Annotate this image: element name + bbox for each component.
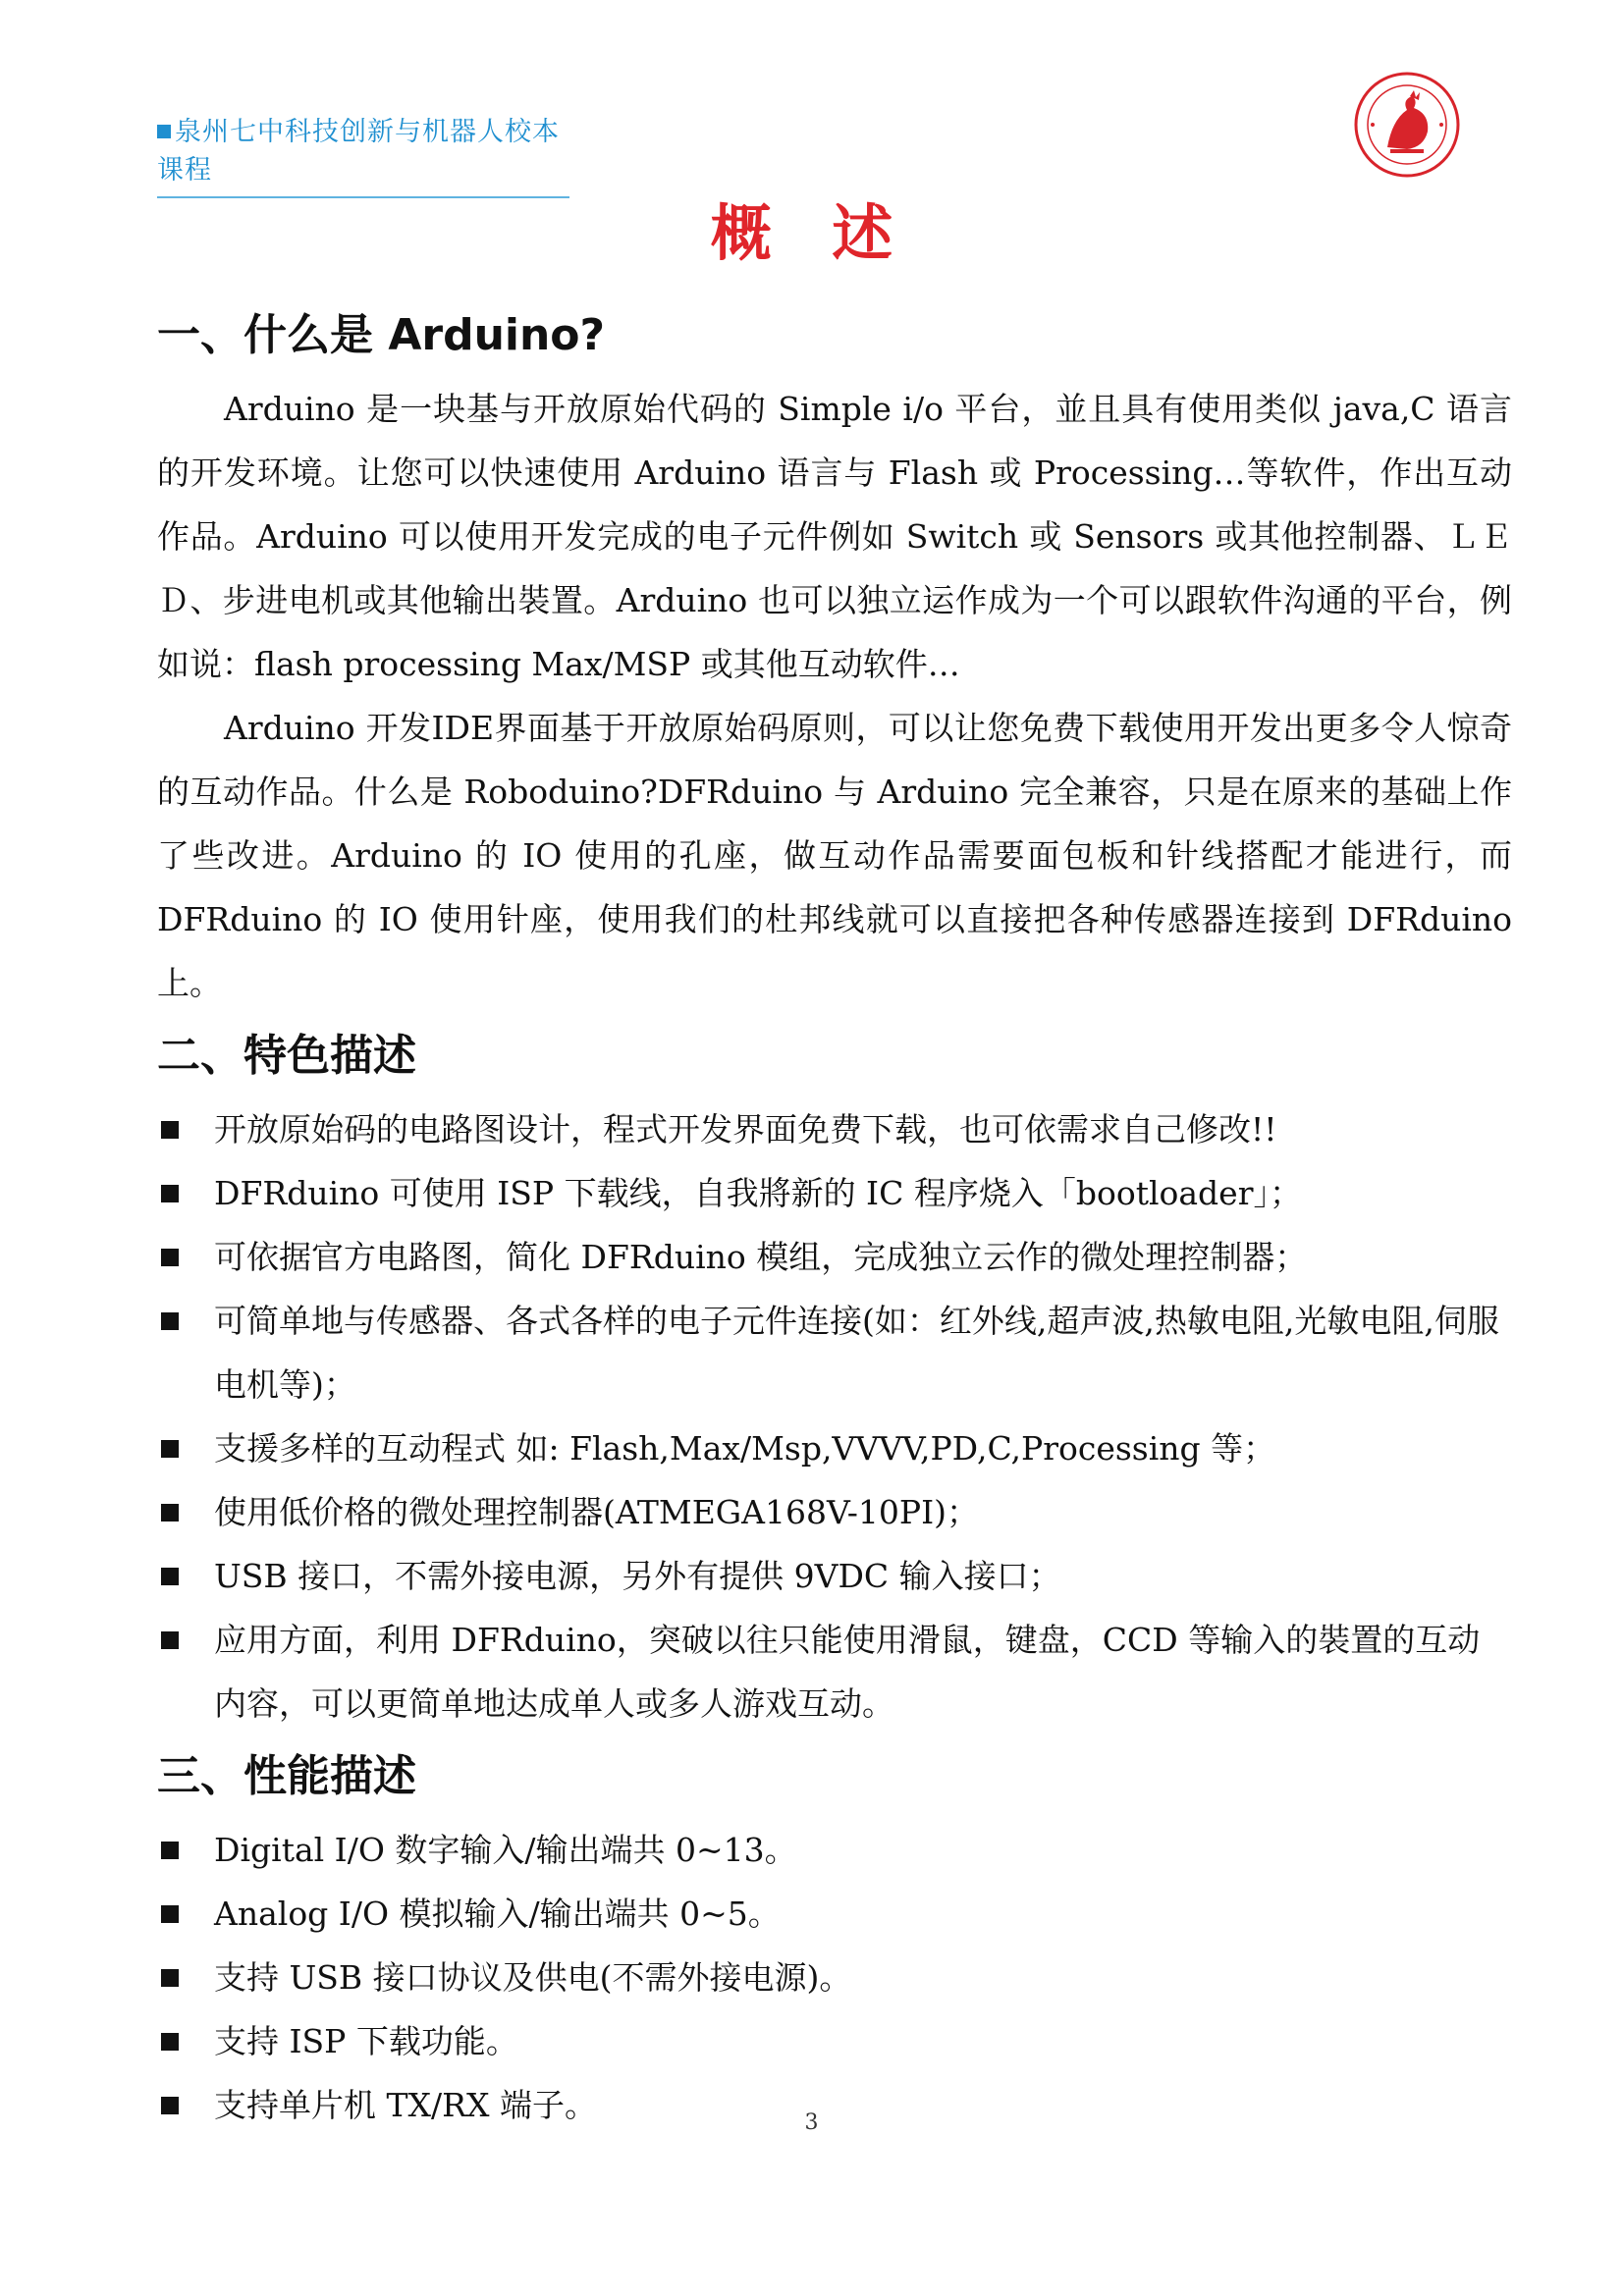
section-heading: 三、性能描述: [157, 1751, 416, 1801]
list-item: [157, 1544, 1512, 1608]
list-item: [157, 1097, 1512, 1161]
school-seal-logo: [1353, 71, 1461, 179]
list-item-text: USB 接口，不需外接电源，另外有提供 9VDC 输入接口；: [214, 1557, 1061, 1595]
list-item: [157, 1161, 1512, 1225]
list-item: [157, 1608, 1512, 1735]
square-bullet-icon: [161, 1185, 179, 1202]
list-item-text: 开放原始码的电路图设计，程式开发界面免费下载，也可依需求自己修改!!: [214, 1110, 1277, 1148]
list-item-text: Digital I/O 数字输入/输出端共 0~13。: [214, 1831, 797, 1869]
header-text: 泉州七中科技创新与机器人校本课程: [157, 117, 560, 186]
section-heading: 一、什么是 Arduino?: [157, 310, 606, 360]
list-item: [157, 1946, 1512, 2009]
list-item-text: 支持 ISP 下载功能。: [214, 2022, 518, 2060]
list-item: [157, 1818, 1512, 1882]
page-body: [157, 294, 1512, 2137]
square-bullet-icon: [161, 1249, 179, 1266]
list-item: [157, 2009, 1512, 2073]
page-title: 概 述: [710, 197, 913, 269]
square-bullet-icon: [161, 1631, 179, 1649]
list-item-text: 支持 USB 接口协议及供电(不需外接电源)。: [214, 1958, 852, 1997]
paragraph: Arduino 是一块基与开放原始代码的 Simple i/o 平台，並且具有使用类似 java,C 语言的开发环境。让您可以快速使用 Arduino 语言与 Flash 或 Processing…等软件，作出互动作品。Arduino 可以使用开发完成的电子元件例如 Switch 或 Sensors 或其他控制器、ＬＥＤ、步进电机或其他输出裝置。Arduino 也可以独立运作成为一个可以跟软件沟通的平台，例如说：flash processing Max/MSP 或其他互动软件…: [157, 390, 1512, 683]
square-bullet-icon: [161, 1842, 179, 1859]
square-bullet-icon: [161, 1504, 179, 1522]
square-bullet-icon: [161, 1568, 179, 1585]
list-item-text: Analog I/O 模拟输入/输出端共 0~5。: [214, 1895, 781, 1933]
section-heading: 二、特色描述: [157, 1031, 416, 1081]
header-square-icon: [157, 125, 171, 138]
list-item: [157, 1480, 1512, 1544]
list-item-text: 支援多样的互动程式 如: Flash,Max/Msp,VVVV,PD,C,Processing 等；: [214, 1429, 1276, 1468]
feature-list: [157, 1097, 1512, 1735]
list-item: [157, 1416, 1512, 1480]
list-item: [157, 1289, 1512, 1416]
square-bullet-icon: [161, 1440, 179, 1458]
page-number: 3: [804, 2110, 819, 2135]
performance-list: [157, 1818, 1512, 2137]
list-item-text: 支持单片机 TX/RX 端子。: [214, 2086, 597, 2124]
section-what-is-arduino: [157, 294, 1512, 1015]
square-bullet-icon: [161, 1121, 179, 1139]
section-performance: [157, 1735, 1512, 2137]
square-bullet-icon: [161, 1312, 179, 1330]
square-bullet-icon: [161, 2033, 179, 2051]
square-bullet-icon: [161, 1969, 179, 1987]
list-item: [157, 1225, 1512, 1289]
list-item-text: 使用低价格的微处理控制器(ATMEGA168V-10PI)；: [214, 1493, 980, 1531]
section-features: [157, 1015, 1512, 1735]
list-item-text: 可依据官方电路图，简化 DFRduino 模组，完成独立云作的微处理控制器；: [214, 1238, 1308, 1276]
list-item: [157, 1882, 1512, 1946]
paragraph: Arduino 开发IDE界面基于开放原始码原则，可以让您免费下载使用开发出更多令人惊奇的互动作品。什么是 Roboduino?DFRduino 与 Arduino 完全兼容，只是在原来的基础上作了些改进。Arduino 的 IO 使用的孔座，做互动作品需要面包板和针线搭配才能进行，而 DFRduino 的 IO 使用针座，使用我们的杜邦线就可以直接把各种传感器连接到 DFRduino 上。: [157, 709, 1512, 1002]
square-bullet-icon: [161, 1905, 179, 1923]
list-item-text: 应用方面，利用 DFRduino，突破以往只能使用滑鼠，键盘，CCD 等输入的裝置的互动内容，可以更简单地达成单人或多人游戏互动。: [214, 1621, 1481, 1723]
list-item-text: 可简单地与传感器、各式各样的电子元件连接(如：红外线,超声波,热敏电阻,光敏电阻,伺服电机等)；: [214, 1302, 1499, 1404]
list-item-text: DFRduino 可使用 ISP 下载线，自我將新的 IC 程序烧入「bootloader」；: [214, 1174, 1302, 1212]
